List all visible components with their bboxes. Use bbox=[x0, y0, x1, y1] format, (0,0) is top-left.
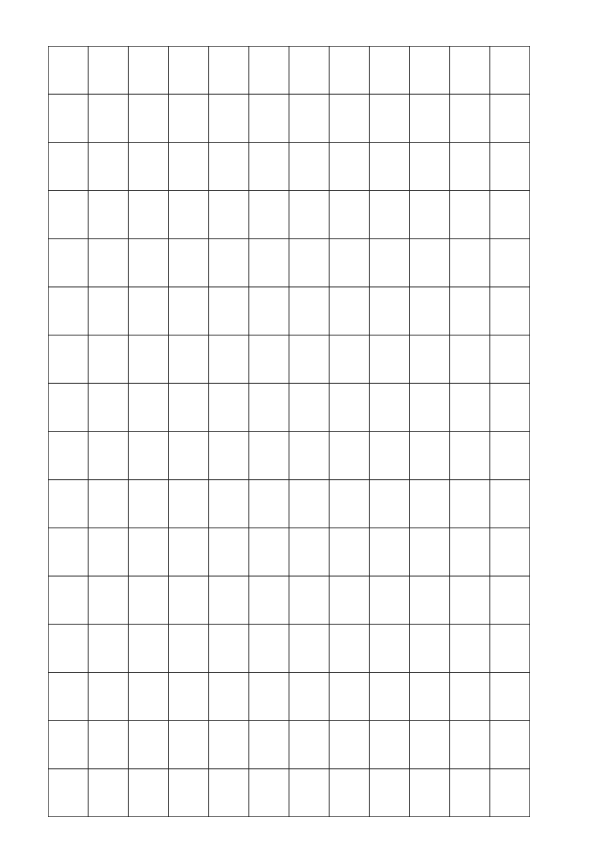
scanned-table bbox=[48, 46, 530, 817]
table-grid bbox=[48, 46, 530, 817]
